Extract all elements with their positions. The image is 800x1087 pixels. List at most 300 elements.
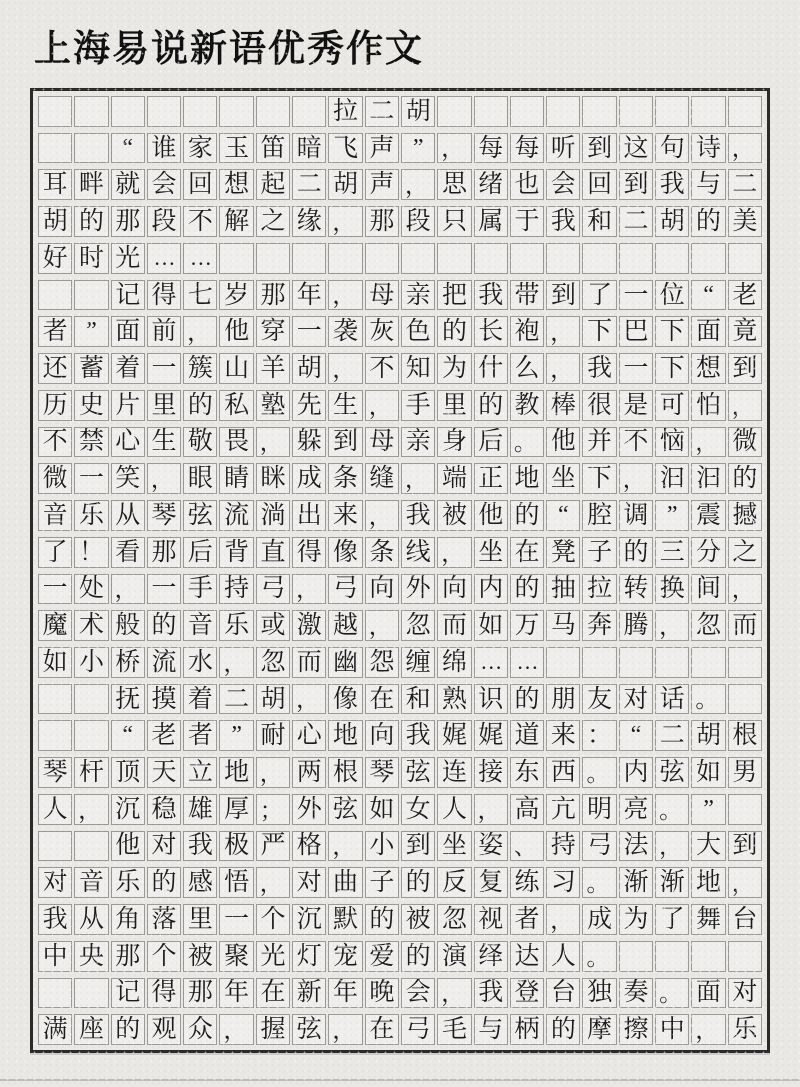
- handwritten-char: 之: [732, 538, 758, 566]
- handwritten-char: 的: [151, 869, 177, 897]
- handwritten-char: 记: [115, 281, 141, 309]
- grid-cell: [183, 978, 217, 1009]
- handwritten-char: 绵: [441, 648, 467, 676]
- grid-cell: [74, 537, 108, 568]
- handwritten-char: 里: [441, 391, 467, 419]
- grid-cell: [219, 316, 253, 347]
- handwritten-char: 一: [78, 465, 104, 493]
- handwritten-char: ，: [259, 760, 283, 786]
- grid-cell: [655, 316, 689, 347]
- handwritten-char: ，: [731, 577, 755, 603]
- handwritten-char: 坐: [478, 538, 504, 566]
- handwritten-char: 正: [478, 465, 504, 493]
- grid-cell: [328, 1014, 362, 1045]
- handwritten-char: 竟: [732, 318, 758, 346]
- grid-cell: [401, 941, 435, 972]
- grid-cell: [728, 463, 762, 494]
- handwritten-char: 与: [478, 1016, 504, 1044]
- handwritten-char: 袍: [514, 318, 540, 346]
- handwritten-char: 家: [187, 134, 213, 162]
- grid-cell: [619, 978, 653, 1009]
- handwritten-char: 得: [296, 538, 322, 566]
- grid-cell: [292, 941, 326, 972]
- grid-cell: [510, 647, 544, 678]
- handwritten-char: 忽: [405, 612, 431, 640]
- grid-cell: [38, 610, 72, 641]
- handwritten-char: 教: [514, 391, 540, 419]
- grid-cell: [292, 463, 326, 494]
- grid-cell: [292, 390, 326, 421]
- grid-cell: [728, 500, 762, 531]
- grid-cell: [691, 610, 725, 641]
- handwritten-char: 微: [42, 465, 68, 493]
- handwritten-char: 幽: [333, 648, 359, 676]
- handwritten-char: 下: [659, 354, 685, 382]
- grid-cell: [38, 96, 72, 127]
- handwritten-char: 直: [260, 538, 286, 566]
- handwritten-char: 格: [296, 832, 322, 860]
- handwritten-char: 笛: [260, 134, 286, 162]
- grid-cell: [328, 463, 362, 494]
- handwritten-char: 流: [224, 501, 250, 529]
- handwritten-char: 大: [696, 832, 722, 860]
- handwritten-char: 成: [296, 465, 322, 493]
- handwritten-char: 很: [587, 391, 613, 419]
- handwritten-char: 我: [187, 832, 213, 860]
- grid-cell: [219, 757, 253, 788]
- handwritten-char: 练: [514, 869, 540, 897]
- essay-grid: [33, 91, 767, 1050]
- grid-cell: [474, 831, 508, 862]
- grid-cell: [328, 206, 362, 237]
- grid-cell: [183, 316, 217, 347]
- grid-cell: [691, 720, 725, 751]
- grid-cell: [111, 243, 145, 274]
- handwritten-char: 向: [441, 575, 467, 603]
- grid-cell: [728, 1014, 762, 1045]
- handwritten-char: 向: [369, 575, 395, 603]
- grid-cell: [582, 280, 616, 311]
- handwritten-char: 忽: [260, 648, 286, 676]
- handwritten-char: 美: [732, 208, 758, 236]
- handwritten-char: 怕: [696, 391, 722, 419]
- grid-cell: [401, 353, 435, 384]
- grid-cell: [219, 647, 253, 678]
- handwritten-char: 或: [260, 612, 286, 640]
- grid-cell: [510, 904, 544, 935]
- grid-cell: [619, 794, 653, 825]
- handwritten-char: 术: [78, 612, 104, 640]
- grid-cell: [292, 720, 326, 751]
- handwritten-char: 笑: [115, 465, 141, 493]
- grid-cell: [74, 574, 108, 605]
- handwritten-char: 越: [333, 612, 359, 640]
- handwritten-char: 朋: [550, 685, 576, 713]
- handwritten-char: 带: [514, 281, 540, 309]
- grid-cell: [292, 427, 326, 458]
- handwritten-char: 持: [550, 832, 576, 860]
- handwritten-char: ，: [731, 136, 755, 162]
- grid-cell: [219, 794, 253, 825]
- grid-cell: [219, 610, 253, 641]
- handwritten-char: 握: [260, 1016, 286, 1044]
- handwritten-char: 听: [550, 134, 576, 162]
- grid-cell: [582, 904, 616, 935]
- handwritten-char: 绪: [478, 171, 504, 199]
- handwritten-char: 乐: [224, 612, 250, 640]
- handwritten-char: 。: [586, 944, 610, 970]
- handwritten-char: 中: [42, 942, 68, 970]
- handwritten-char: 根: [732, 722, 758, 750]
- grid-cell: [691, 831, 725, 862]
- grid-cell: [728, 537, 762, 568]
- handwritten-char: 玉: [224, 134, 250, 162]
- handwritten-char: 间: [696, 575, 722, 603]
- handwritten-char: 小: [78, 648, 104, 676]
- grid-cell: [510, 390, 544, 421]
- handwritten-char: 台: [550, 979, 576, 1007]
- grid-cell: [401, 757, 435, 788]
- handwritten-char: 连: [441, 759, 467, 786]
- handwritten-char: 那: [187, 979, 213, 1007]
- handwritten-char: 抽: [550, 575, 576, 603]
- grid-cell: [728, 941, 762, 972]
- grid-cell: [655, 500, 689, 531]
- handwritten-char: 顶: [115, 759, 141, 786]
- grid-cell: [38, 867, 72, 898]
- handwritten-char: 先: [296, 391, 322, 419]
- grid-cell: [183, 574, 217, 605]
- handwritten-char: 不: [187, 208, 213, 236]
- handwritten-char: 音: [187, 612, 213, 640]
- handwritten-char: 水: [187, 648, 213, 676]
- handwritten-char: 乐: [732, 1016, 758, 1044]
- grid-cell: [219, 463, 253, 494]
- handwritten-char: 被: [187, 942, 213, 970]
- handwritten-char: 道: [514, 722, 540, 750]
- grid-cell: [328, 169, 362, 200]
- handwritten-char: 了: [587, 281, 613, 309]
- handwritten-char: “: [122, 722, 134, 749]
- handwritten-char: 女: [405, 795, 431, 823]
- handwritten-char: 还: [42, 354, 68, 382]
- handwritten-char: 生: [333, 391, 359, 419]
- grid-cell: [655, 574, 689, 605]
- grid-cell: [328, 794, 362, 825]
- grid-cell: [474, 684, 508, 715]
- handwritten-char: 根: [333, 759, 359, 786]
- handwritten-char: 我: [659, 171, 685, 199]
- grid-cell: [728, 427, 762, 458]
- grid-cell: [111, 169, 145, 200]
- handwritten-char: 个: [260, 905, 286, 933]
- grid-cell: [437, 316, 471, 347]
- grid-cell: [691, 353, 725, 384]
- handwritten-char: 穿: [260, 318, 286, 346]
- grid-cell: [582, 537, 616, 568]
- grid-cell: [691, 867, 725, 898]
- handwritten-char: 这: [623, 134, 649, 162]
- handwritten-char: 新: [296, 979, 322, 1007]
- grid-cell: [38, 463, 72, 494]
- grid-cell: [365, 574, 399, 605]
- grid-cell: [147, 794, 181, 825]
- grid-cell: [401, 243, 435, 274]
- grid-cell: [111, 280, 145, 311]
- grid-cell: [582, 720, 616, 751]
- handwritten-char: 并: [587, 428, 613, 456]
- grid-cell: [655, 941, 689, 972]
- grid-cell: [691, 390, 725, 421]
- grid-cell: [365, 353, 399, 384]
- grid-cell: [147, 720, 181, 751]
- grid-cell: [582, 831, 616, 862]
- handwritten-char: 明: [587, 795, 613, 823]
- handwritten-char: 段: [405, 208, 431, 236]
- handwritten-char: 和: [587, 208, 613, 236]
- grid-cell: [510, 831, 544, 862]
- handwritten-char: 老: [732, 281, 758, 309]
- grid-cell: [474, 353, 508, 384]
- grid-cell: [691, 427, 725, 458]
- grid-cell: [510, 463, 544, 494]
- handwritten-char: 反: [441, 869, 467, 897]
- handwritten-char: 晚: [369, 979, 395, 1007]
- handwritten-char: 两: [296, 759, 322, 786]
- grid-cell: [546, 427, 580, 458]
- grid-cell: [365, 427, 399, 458]
- grid-cell: [38, 500, 72, 531]
- grid-cell: [111, 978, 145, 1009]
- handwritten-char: 到: [550, 281, 576, 309]
- grid-cell: [183, 867, 217, 898]
- essay-sheet: [30, 88, 770, 1053]
- grid-cell: [728, 904, 762, 935]
- handwritten-char: 像: [333, 685, 359, 713]
- handwritten-char: 视: [478, 905, 504, 933]
- handwritten-char: 么: [514, 354, 540, 382]
- grid-cell: [256, 867, 290, 898]
- grid-cell: [365, 831, 399, 862]
- handwritten-char: 他: [478, 501, 504, 529]
- handwritten-char: 想: [696, 354, 722, 382]
- grid-cell: [147, 133, 181, 164]
- grid-cell: [582, 206, 616, 237]
- handwritten-char: 了: [42, 538, 68, 566]
- handwritten-char: 耐: [260, 722, 286, 750]
- handwritten-char: 内: [623, 759, 649, 786]
- grid-cell: [619, 500, 653, 531]
- handwritten-char: 演: [441, 942, 467, 970]
- handwritten-char: 年: [224, 979, 250, 1007]
- handwritten-char: 高: [514, 795, 540, 823]
- grid-cell: [655, 1014, 689, 1045]
- grid-cell: [256, 280, 290, 311]
- grid-cell: [691, 684, 725, 715]
- grid-cell: [219, 206, 253, 237]
- handwritten-char: 背: [224, 538, 250, 566]
- handwritten-char: 琴: [151, 501, 177, 529]
- grid-cell: [74, 610, 108, 641]
- handwritten-char: 。: [586, 871, 610, 897]
- handwritten-char: 里: [151, 391, 177, 419]
- handwritten-char: 的: [115, 1016, 141, 1044]
- handwritten-char: 。: [659, 981, 683, 1007]
- handwritten-char: 老: [151, 722, 177, 750]
- grid-cell: [546, 537, 580, 568]
- grid-cell: [256, 390, 290, 421]
- grid-cell: [219, 720, 253, 751]
- handwritten-char: ，: [332, 209, 356, 235]
- handwritten-char: 习: [550, 869, 576, 897]
- handwritten-char: 眯: [260, 465, 286, 493]
- grid-cell: [437, 243, 471, 274]
- grid-cell: [474, 96, 508, 127]
- grid-cell: [655, 96, 689, 127]
- handwritten-char: 那: [260, 281, 286, 309]
- handwritten-char: 绎: [478, 942, 504, 970]
- grid-cell: [256, 537, 290, 568]
- handwritten-char: 的: [623, 538, 649, 566]
- grid-cell: [328, 280, 362, 311]
- grid-cell: [619, 280, 653, 311]
- grid-cell: [474, 794, 508, 825]
- grid-cell: [401, 610, 435, 641]
- handwritten-char: 默: [333, 905, 359, 933]
- handwritten-char: 雄: [187, 795, 213, 823]
- grid-cell: [183, 1014, 217, 1045]
- handwritten-char: 坐: [550, 465, 576, 493]
- grid-cell: [183, 169, 217, 200]
- grid-cell: [219, 684, 253, 715]
- grid-cell: [111, 684, 145, 715]
- grid-cell: [74, 390, 108, 421]
- grid-cell: [365, 1014, 399, 1045]
- grid-cell: [74, 316, 108, 347]
- handwritten-char: 把: [441, 281, 467, 309]
- grid-cell: [582, 390, 616, 421]
- handwritten-char: 爱: [369, 942, 395, 970]
- handwritten-char: ，: [114, 577, 138, 603]
- grid-cell: [292, 831, 326, 862]
- grid-cell: [691, 1014, 725, 1045]
- handwritten-char: 人: [550, 942, 576, 970]
- handwritten-char: 登: [514, 979, 540, 1007]
- grid-cell: [619, 96, 653, 127]
- grid-cell: [219, 96, 253, 127]
- grid-cell: [147, 647, 181, 678]
- grid-cell: [219, 243, 253, 274]
- handwritten-char: 亢: [550, 795, 576, 823]
- handwritten-char: ”: [231, 722, 242, 749]
- handwritten-char: 会: [405, 979, 431, 1007]
- grid-cell: [147, 390, 181, 421]
- handwritten-char: 杆: [78, 759, 104, 786]
- handwritten-char: 座: [78, 1016, 104, 1044]
- handwritten-char: ，: [259, 430, 283, 456]
- grid-cell: [655, 720, 689, 751]
- grid-cell: [292, 316, 326, 347]
- handwritten-char: 二: [224, 685, 250, 713]
- grid-cell: [619, 463, 653, 494]
- grid-cell: [38, 941, 72, 972]
- grid-cell: [74, 831, 108, 862]
- handwritten-char: 谁: [151, 134, 177, 162]
- handwritten-char: 眼: [187, 465, 213, 493]
- grid-cell: [365, 904, 399, 935]
- grid-cell: [111, 427, 145, 458]
- grid-cell: [219, 978, 253, 1009]
- grid-cell: [219, 574, 253, 605]
- grid-cell: [183, 206, 217, 237]
- grid-cell: [256, 96, 290, 127]
- handwritten-char: 个: [151, 942, 177, 970]
- grid-cell: [147, 867, 181, 898]
- grid-cell: [183, 720, 217, 751]
- handwritten-char: 为: [623, 905, 649, 933]
- grid-cell: [292, 280, 326, 311]
- grid-cell: [183, 684, 217, 715]
- grid-cell: [619, 831, 653, 862]
- grid-cell: [256, 353, 290, 384]
- handwritten-char: 如: [478, 612, 504, 640]
- handwritten-char: 子: [369, 869, 395, 897]
- handwritten-char: 条: [333, 465, 359, 493]
- grid-cell: [74, 427, 108, 458]
- grid-cell: [74, 133, 108, 164]
- grid-cell: [728, 610, 762, 641]
- handwritten-char: 而: [441, 612, 467, 640]
- grid-cell: [292, 904, 326, 935]
- grid-cell: [437, 720, 471, 751]
- handwritten-char: 对: [42, 869, 68, 897]
- handwritten-char: 山: [224, 354, 250, 382]
- grid-cell: [510, 169, 544, 200]
- handwritten-char: 央: [78, 942, 104, 970]
- handwritten-char: ：: [587, 722, 613, 750]
- grid-cell: [474, 610, 508, 641]
- handwritten-char: 手: [187, 575, 213, 603]
- handwritten-char: 沉: [115, 795, 141, 823]
- handwritten-char: 对: [732, 979, 758, 1007]
- handwritten-char: 弦: [405, 759, 431, 786]
- grid-cell: [619, 941, 653, 972]
- grid-cell: [437, 133, 471, 164]
- grid-cell: [256, 610, 290, 641]
- handwritten-char: 每: [478, 134, 504, 162]
- handwritten-char: 对: [296, 869, 322, 897]
- handwritten-char: 弦: [333, 795, 359, 823]
- grid-cell: [328, 941, 362, 972]
- grid-cell: [365, 243, 399, 274]
- grid-cell: [147, 316, 181, 347]
- grid-cell: [365, 96, 399, 127]
- handwritten-char: 二: [659, 722, 685, 750]
- handwritten-char: 奏: [623, 979, 649, 1007]
- handwritten-char: 的: [405, 942, 431, 970]
- grid-cell: [474, 316, 508, 347]
- handwritten-char: ，: [368, 613, 392, 639]
- grid-cell: [74, 684, 108, 715]
- grid-cell: [147, 1014, 181, 1045]
- grid-cell: [328, 316, 362, 347]
- grid-cell: [365, 316, 399, 347]
- grid-cell: [691, 280, 725, 311]
- grid-cell: [728, 169, 762, 200]
- handwritten-char: ，: [550, 356, 574, 382]
- handwritten-char: 为: [441, 354, 467, 382]
- handwritten-char: 被: [405, 905, 431, 933]
